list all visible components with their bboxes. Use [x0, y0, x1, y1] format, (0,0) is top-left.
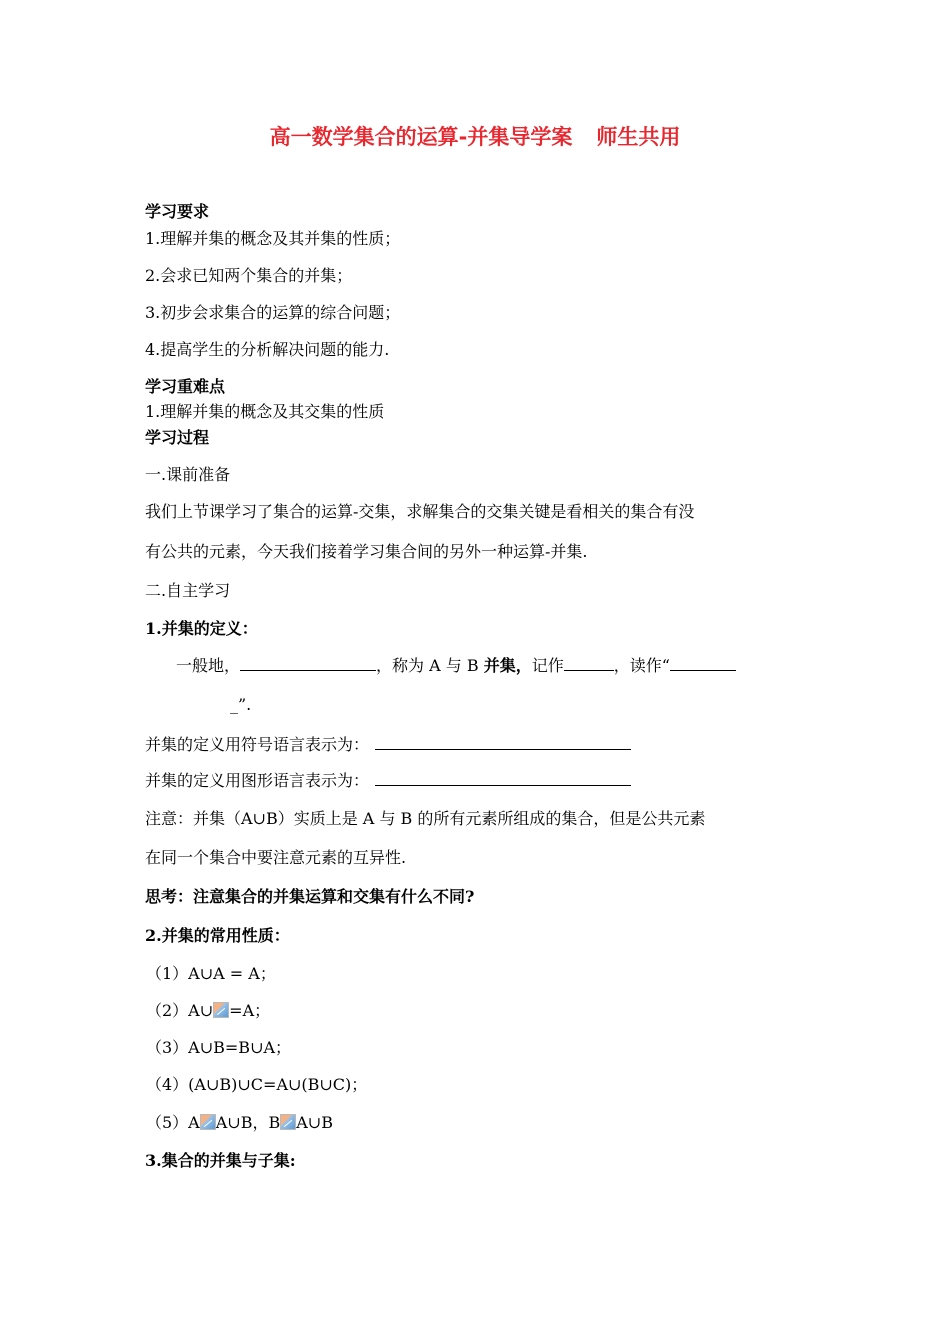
image-placeholder-icon — [280, 1114, 296, 1130]
fill-in-blank[interactable] — [564, 656, 614, 671]
requirements-heading: 学习要求 — [145, 202, 210, 221]
properties-heading: 2.并集的常用性质： — [145, 926, 290, 945]
prep-paragraph-line: 我们上节课学习了集合的运算-交集，求解集合的交集关键是看相关的集合有没 — [145, 502, 695, 521]
definition-heading: 1.并集的定义： — [145, 619, 258, 638]
requirement-item: 4.提高学生的分析解决问题的能力. — [145, 340, 390, 359]
property-item: （2）A∪ =A； — [146, 1001, 271, 1020]
process-heading: 学习过程 — [145, 428, 210, 447]
symbol-language-line: 并集的定义用符号语言表示为： — [145, 735, 631, 755]
fill-in-blank[interactable] — [375, 735, 631, 750]
title-main: 高一数学集合的运算-并集导学案 — [269, 125, 573, 149]
fill-in-blank[interactable] — [375, 771, 631, 786]
title-sub: 师生共用 — [596, 125, 681, 149]
image-placeholder-icon — [213, 1002, 229, 1018]
prep-heading: 一.课前准备 — [145, 465, 231, 484]
requirement-item: 3.初步会求集合的运算的综合问题； — [145, 303, 401, 322]
definition-sentence-end: _”. — [230, 695, 252, 714]
page-title — [0, 124, 950, 150]
fill-in-blank[interactable] — [240, 656, 376, 671]
property-item: （4）(A∪B)∪C=A∪(B∪C)； — [146, 1075, 368, 1094]
image-placeholder-icon — [200, 1114, 216, 1130]
requirement-item: 2.会求已知两个集合的并集； — [145, 266, 353, 285]
property-item: （3）A∪B=B∪A； — [146, 1038, 292, 1057]
definition-sentence: 一般地， ，称为 A 与 B 并集，记作 ，读作“ — [176, 656, 736, 676]
fill-in-blank[interactable] — [670, 656, 736, 671]
prep-paragraph-line: 有公共的元素，今天我们接着学习集合间的另外一种运算-并集. — [145, 542, 588, 561]
key-points-heading: 学习重难点 — [145, 377, 226, 396]
key-point-item: 1.理解并集的概念及其交集的性质 — [145, 402, 385, 421]
note-line: 注意：并集（A∪B）实质上是 A 与 B 的所有元素所组成的集合，但是公共元素 — [145, 809, 706, 828]
note-line: 在同一个集合中要注意元素的互异性. — [145, 848, 407, 867]
requirement-item: 1.理解并集的概念及其并集的性质； — [145, 229, 401, 248]
graphic-language-line: 并集的定义用图形语言表示为： — [145, 771, 631, 791]
thinking-question: 思考：注意集合的并集运算和交集有什么不同? — [145, 887, 475, 906]
property-item: （5）A A∪B，B A∪B — [146, 1113, 333, 1132]
subset-heading: 3.集合的并集与子集: — [145, 1151, 296, 1170]
property-item: （1）A∪A = A； — [146, 964, 276, 983]
self-study-heading: 二.自主学习 — [145, 581, 231, 600]
